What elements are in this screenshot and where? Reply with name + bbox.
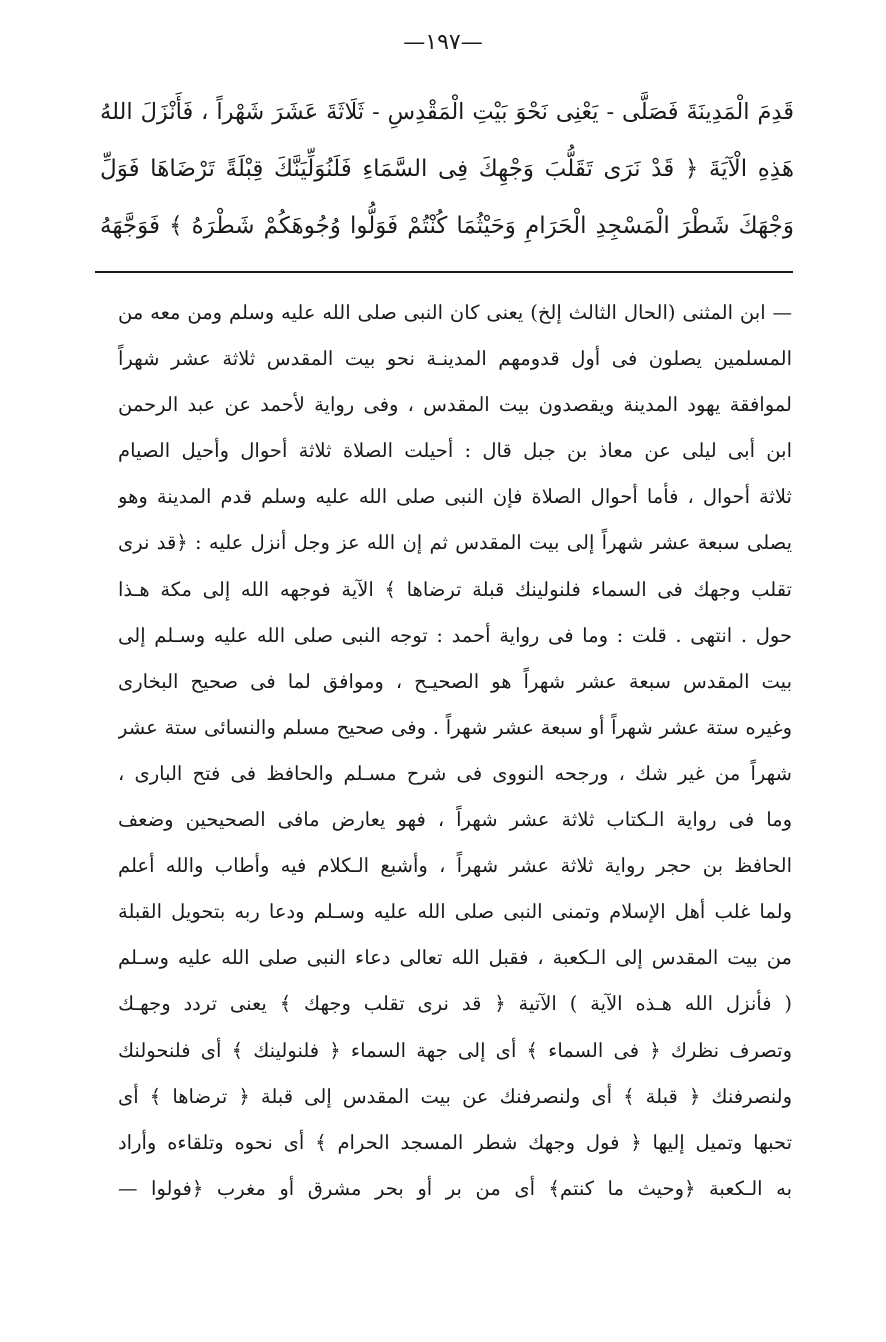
commentary-block [118, 290, 792, 1212]
commentary-line: بيت المقدس سبعة عشر شهراً هو الصحيـح ، وموافق لما فى صحيح البخارى [118, 669, 792, 693]
commentary-line: وغيره ستة عشر شهراً أو سبعة عشر شهراً . وفى صحيح مسلم والنسائى ستة عشر [118, 715, 792, 739]
commentary-line: وتصرف نظرك ﴿ فى السماء ﴾ أى إلى جهة السماء ﴿ فلنولينك ﴾ أى فلنحولنك [118, 1038, 792, 1062]
commentary-line: ثلاثة أحوال ، فأما أحوال الصلاة فإن النبى صلى الله عليه وسلم قدم المدينة وهو [118, 485, 792, 509]
commentary-line: المسلمين يصلون فى أول قدومهم المدينـة نحو بيت المقدس ثلاثة عشر شهراً [118, 347, 792, 371]
commentary-line: من بيت المقدس إلى الـكعبة ، فقبل الله تعالى دعاء النبى صلى الله عليه وسـلم [118, 946, 792, 970]
commentary-line: وما فى رواية الـكتاب ثلاثة عشر شهراً ، فهو يعارض مافى الصحيحين وضعف [118, 808, 792, 832]
commentary-line: — ابن المثنى (الحال الثالث إلخ) يعنى كان النبى صلى الله عليه وسلم ومن معه من [118, 301, 792, 324]
commentary-line: حول . انتهى . قلت : وما فى رواية أحمد : توجه النبى صلى الله عليه وسـلم إلى [118, 623, 792, 647]
commentary-line: ولما غلب أهل الإسلام وتمنى النبى صلى الله عليه وسـلم ودعا ربه بتحويل القبلة [118, 900, 792, 924]
commentary-line: يصلى سبعة عشر شهراً إلى بيت المقدس ثم إن الله عز وجل أنزل عليه : ﴿قد نرى [118, 531, 792, 555]
commentary-line: ( فأنزل الله هـذه الآية ) الآتية ﴿ قد نرى تقلب وجهك ﴾ يعنى تردد وجهـك [118, 992, 792, 1016]
footnote-divider [95, 271, 793, 273]
commentary-line: به الـكعبة ﴿وحيث ما كنتم﴾ أى من بر أو بحر مشرق أو مغرب ﴿فولوا — [118, 1176, 792, 1200]
main-text-block [100, 84, 794, 255]
commentary-line: الحافظ بن حجر رواية ثلاثة عشر شهراً ، وأشبع الـكلام فيه وأطاب والله أعلم [118, 854, 792, 878]
main-text-line: قَدِمَ الْمَدِينَةَ فَصَلَّى - يَعْنِى نَحْوَ بَيْتِ الْمَقْدِسِ - ثَلَاثَةَ عَشَرَ شَهْراً ، فَأَنْزَلَ اللهُ [100, 99, 794, 125]
commentary-line: ابن أبى ليلى عن معاذ بن جبل قال : أحيلت الصلاة ثلاثة أحوال وأحيل الصيام [118, 439, 792, 463]
main-text-line: هَذِهِ الْآيَةَ ﴿ قَدْ نَرَى تَقَلُّبَ وَجْهِكَ فِى السَّمَاءِ فَلَنُوَلِّيَنَّكَ قِبْلَةً تَرْضَاهَا فَوَلِّ [100, 156, 794, 182]
page-number: —١٩٧— [403, 30, 483, 55]
commentary-line: شهراً من غير شك ، ورجحه النووى فى شرح مسـلم والحافظ فى فتح البارى ، [118, 761, 792, 785]
commentary-line: تقلب وجهك فى السماء فلنولينك قبلة ترضاها ﴾ الآية فوجهه الله إلى مكة هـذا [118, 577, 792, 601]
commentary-line: تحبها وتميل إليها ﴿ فول وجهك شطر المسجد الحرام ﴾ أى نحوه وتلقاءه وأراد [118, 1130, 792, 1154]
commentary-line: لموافقة يهود المدينة ويقصدون بيت المقدس ، وفى رواية لأحمد عن عبد الرحمن [118, 393, 792, 417]
main-text-line: وَجْهَكَ شَطْرَ الْمَسْجِدِ الْحَرَامِ وَحَيْثُمَا كُنْتُمْ فَوَلُّوا وُجُوهَكُمْ شَطْرَهُ ﴾ فَوَجَّهَهُ [100, 213, 794, 239]
commentary-line: ولنصرفنك ﴿ قبلة ﴾ أى ولنصرفنك عن بيت المقدس إلى قبلة ﴿ ترضاها ﴾ أى [118, 1084, 792, 1108]
